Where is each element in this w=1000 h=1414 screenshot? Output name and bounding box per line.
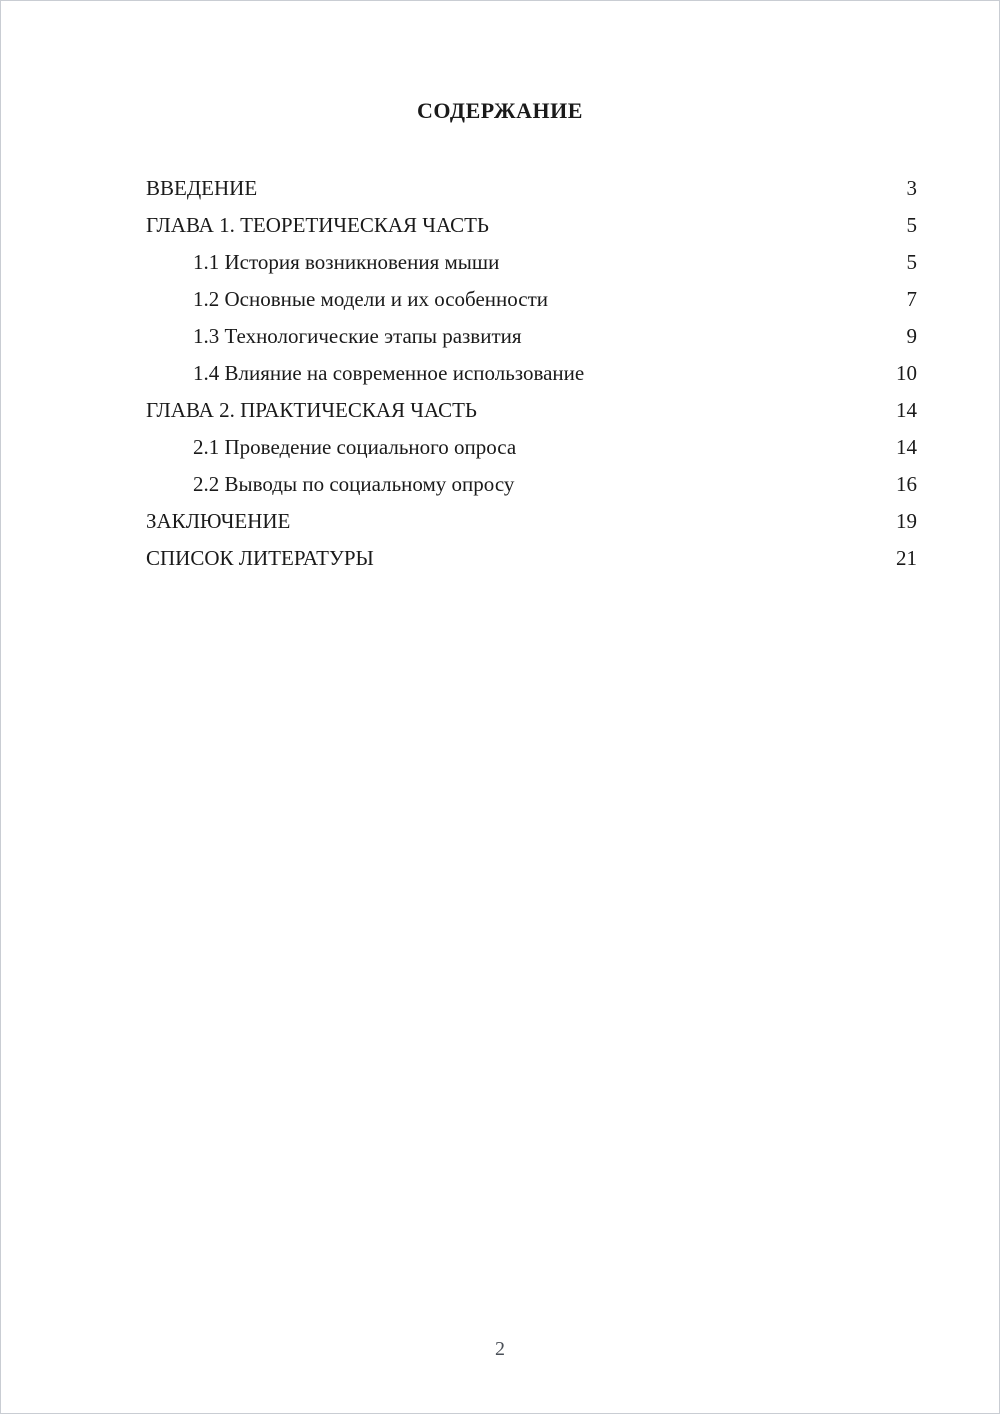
toc-entry xyxy=(146,355,917,392)
toc-entry-label: 1.3 Технологические этапы развития xyxy=(193,324,522,348)
toc-entry-label: ВВЕДЕНИЕ xyxy=(146,176,258,200)
toc-entry xyxy=(146,207,917,244)
toc-entry-page-number: 21 xyxy=(896,546,917,570)
toc-entry-label: ГЛАВА 2. ПРАКТИЧЕСКАЯ ЧАСТЬ xyxy=(146,398,477,422)
toc-entry-page-number: 19 xyxy=(896,509,917,533)
toc-entry-page-number: 7 xyxy=(906,287,917,311)
toc-entry xyxy=(146,503,917,540)
footer-page-number: 2 xyxy=(495,1338,505,1360)
toc-entry-page-number: 3 xyxy=(906,176,917,200)
toc-entry-label: 1.4 Влияние на современное использование xyxy=(193,361,585,385)
toc-entry-label: СПИСОК ЛИТЕРАТУРЫ xyxy=(146,546,374,570)
page-title: СОДЕРЖАНИЕ xyxy=(417,98,583,123)
toc-entry xyxy=(146,540,917,577)
toc-entry-label: 2.2 Выводы по социальному опросу xyxy=(193,472,515,496)
table-of-contents xyxy=(1,170,999,577)
toc-entry xyxy=(146,466,917,503)
toc-entry-label: ЗАКЛЮЧЕНИЕ xyxy=(146,509,291,533)
toc-entry-page-number: 9 xyxy=(906,324,917,348)
toc-entry xyxy=(146,281,917,318)
toc-entry-page-number: 14 xyxy=(896,435,917,459)
toc-entry-page-number: 5 xyxy=(906,250,917,274)
toc-entry xyxy=(146,429,917,466)
toc-entry-label: 2.1 Проведение социального опроса xyxy=(193,435,517,459)
toc-entry-label: 1.1 История возникновения мыши xyxy=(193,250,500,274)
toc-entry-label: ГЛАВА 1. ТЕОРЕТИЧЕСКАЯ ЧАСТЬ xyxy=(146,213,489,237)
toc-entry-page-number: 14 xyxy=(896,398,917,422)
toc-entry-label: 1.2 Основные модели и их особенности xyxy=(193,287,549,311)
toc-entry-page-number: 10 xyxy=(896,361,917,385)
toc-entry xyxy=(146,318,917,355)
toc-entry xyxy=(146,244,917,281)
toc-entry xyxy=(146,170,917,207)
toc-entry-page-number: 16 xyxy=(896,472,917,496)
toc-entry xyxy=(146,392,917,429)
toc-entry-page-number: 5 xyxy=(906,213,917,237)
